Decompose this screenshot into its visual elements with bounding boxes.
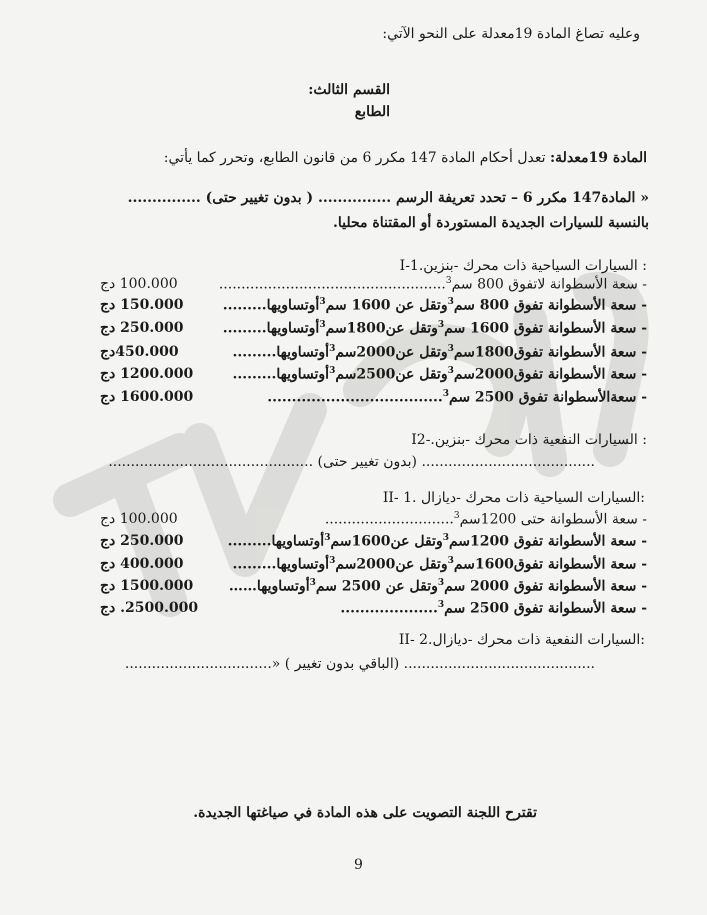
row-label: - سعة الأسطوانة تفوق1800سم — [453, 344, 647, 361]
note-dots-right: ........................................... — [403, 656, 595, 672]
row-condition: وتقل عن 2500 سم — [315, 578, 438, 595]
row-superscript: 3 — [329, 556, 336, 566]
row-superscript: 3 — [324, 533, 331, 543]
row-superscript: 3 — [453, 511, 460, 521]
row-leader-dots: .................................... — [267, 389, 443, 406]
note-text: (بدون تغيير حتى) — [317, 454, 417, 470]
tariff-row — [233, 344, 648, 361]
row-label: - سعة الأسطوانة تفوق2000سم — [453, 366, 647, 383]
row-leader-dots: ............................ — [324, 511, 450, 528]
row-label: - سعة الأسطوانة لاتفوق 800 سم — [451, 276, 647, 293]
row-superscript: 3 — [447, 366, 454, 376]
quote-line-1: « المادة147 مكرر 6 – تحدد تعريفة الرسم ............... ( بدون تغيير حتى) ............... — [127, 190, 649, 206]
row-label: - سعة الأسطوانة تفوق 2000 سم — [444, 578, 647, 595]
row-leader-dots: ......... — [222, 297, 267, 314]
tariff-row — [233, 366, 648, 383]
tariff-row — [219, 276, 647, 293]
row-label: - سعة الأسطوانة تفوق 1600 سم — [444, 320, 647, 337]
tariff-row — [233, 556, 648, 573]
row-label: - سعة الأسطوانة تفوق 1200سم — [448, 533, 647, 550]
row-superscript: 3 — [447, 556, 454, 566]
row-amount: 400.000 دج — [100, 556, 184, 572]
row-superscript: 3 — [437, 600, 445, 610]
tariff-row — [267, 389, 647, 406]
row-condition: وتقل عن2000سم — [335, 556, 448, 573]
section-heading: I-1.السيارات السياحية ذات محرك -بنزين : — [399, 258, 647, 274]
row-amount: 100.000 دج — [100, 276, 178, 292]
row-condition-end: أوتساويها — [271, 533, 325, 550]
tariff-row — [228, 533, 647, 550]
row-superscript: 3 — [319, 320, 326, 330]
row-amount: 250.000 دج — [100, 320, 184, 336]
row-amount: 100.000 دج — [100, 511, 178, 527]
row-leader-dots: .................... — [340, 600, 438, 617]
row-condition-end: أوتساويها — [276, 344, 330, 361]
row-superscript: 3 — [309, 578, 316, 588]
row-label: - سعة الأسطوانة حتى 1200سم — [459, 511, 647, 528]
row-condition: وتقل عن2000سم — [335, 344, 448, 361]
row-condition: وتقل عن 1600 سم — [325, 297, 448, 314]
note-line — [108, 454, 595, 470]
section-heading: II- 1. السيارات السياحية ذات محرك -ديازال: — [382, 490, 645, 506]
row-condition: وتقل عن2500سم — [335, 366, 448, 383]
article-label: المادة 19معدلة: — [550, 150, 647, 166]
note-dots-right: ....................................... — [421, 454, 595, 470]
page-number: 9 — [354, 857, 363, 873]
row-amount: 1600.000 دج — [100, 389, 194, 405]
row-superscript: 3 — [442, 389, 449, 399]
note-dots-left: .............................................. — [108, 454, 314, 470]
section-title: القسم الثالث: — [308, 82, 390, 98]
row-amount: 150.000 دج — [100, 297, 184, 313]
row-leader-dots: …… — [228, 578, 257, 595]
row-amount: 1200.000 دج — [100, 366, 194, 382]
row-leader-dots: ......... — [232, 556, 277, 573]
row-leader-dots: ......... — [232, 366, 277, 383]
row-condition: وتقل عن1600سم — [330, 533, 443, 550]
note-line — [125, 656, 595, 672]
row-amount: 450.000دج — [100, 344, 179, 360]
row-superscript: 3 — [447, 344, 454, 354]
section-heading: I2-.السيارات النفعية ذات محرك -بنزين : — [411, 432, 647, 448]
row-condition: وتقل عن1800سم — [325, 320, 438, 337]
row-superscript: 3 — [447, 297, 454, 307]
row-condition-end: أوتساويها — [256, 578, 310, 595]
intro-line: وعليه تصاغ المادة 19معدلة على النحو الآتي: — [382, 26, 640, 42]
closing-line: تقترح اللجنة التصويت على هذه المادة في صياغتها الجديدة. — [193, 805, 537, 821]
tariff-row — [223, 320, 647, 337]
row-superscript: 3 — [442, 533, 449, 543]
row-amount: 1500.000 دج — [100, 578, 194, 594]
section-subtitle: الطابع — [354, 104, 390, 120]
section-heading: II- 2.السيارات النفعية ذات محرك -ديازال: — [398, 632, 645, 648]
row-condition-end: أوتساويها — [266, 320, 320, 337]
row-superscript: 3 — [437, 320, 445, 330]
row-condition-end: أوتساويها — [276, 366, 330, 383]
row-superscript: 3 — [319, 297, 326, 307]
row-condition: . — [449, 511, 454, 528]
row-leader-dots: ......... — [232, 344, 277, 361]
row-leader-dots: ......... — [222, 320, 267, 337]
row-leader-dots: .................................................. — [218, 276, 442, 293]
row-condition-end: أوتساويها — [276, 556, 330, 573]
tariff-row — [340, 600, 647, 617]
row-label: - سعةالأسطوانة تفوق 2500 سم — [449, 389, 647, 406]
row-label: - سعة الأسطوانة تفوق 800 سم — [453, 297, 647, 314]
row-leader-dots: ......... — [227, 533, 272, 550]
tariff-row — [325, 511, 647, 528]
row-condition-end: أوتساويها — [266, 297, 320, 314]
row-superscript: 3 — [437, 578, 445, 588]
article-text: تعدل أحكام المادة 147 مكرر 6 من قانون الطابع، وتحرر كما يأتي: — [163, 150, 546, 166]
note-dots-left: «................................. — [124, 656, 281, 672]
row-amount: 250.000 دج — [100, 533, 184, 549]
row-superscript: 3 — [445, 276, 452, 286]
row-label: - سعة الأسطوانة تفوق 2500 سم — [444, 600, 647, 617]
tariff-row — [223, 297, 647, 314]
row-amount: 2500.000. دج — [100, 600, 199, 616]
row-label: - سعة الأسطوانة تفوق1600سم — [453, 556, 647, 573]
row-superscript: 3 — [329, 344, 336, 354]
row-condition: . — [441, 276, 446, 293]
tariff-row — [229, 578, 647, 595]
note-text: (الباقي بدون تغيير ) — [284, 656, 400, 672]
row-superscript: 3 — [329, 366, 336, 376]
article-line — [164, 150, 647, 166]
quote-line-2: بالنسبة للسيارات الجديدة المستوردة أو المقتناة محليا. — [332, 215, 649, 231]
